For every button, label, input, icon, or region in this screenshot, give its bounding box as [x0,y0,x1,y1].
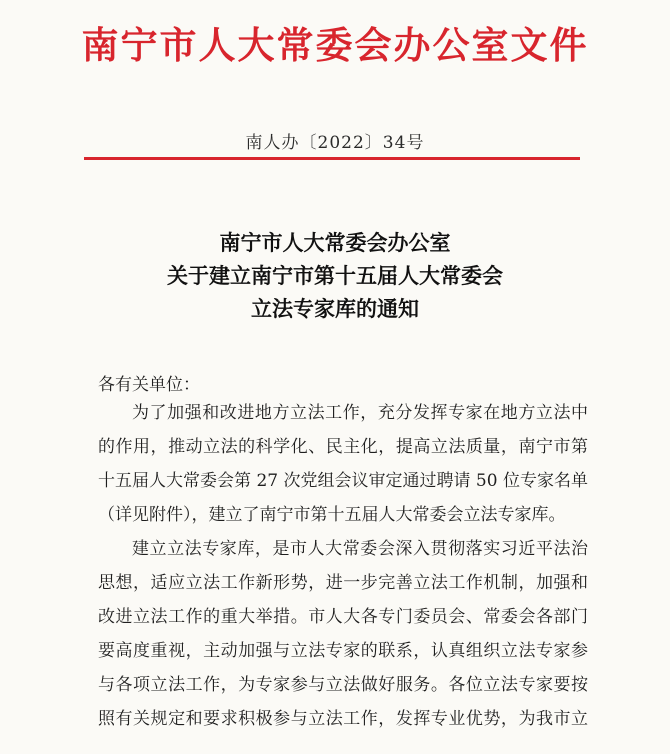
paragraph-line: （详见附件），建立了南宁市第十五届人大常委会立法专家库。 [98,505,566,525]
issuer-header-title: 南宁市人大常委会办公室文件 [81,23,589,67]
paragraph-line: 为了加强和改进地方立法工作，充分发挥专家在地方立法中 [132,403,588,423]
paragraph-line: 要高度重视，主动加强与立法专家的联系，认真组织立法专家参 [98,641,588,661]
paragraph-line: 与各项立法工作，为专家参与立法做好服务。各位立法专家要按 [98,675,588,695]
paragraph-line: 改进立法工作的重大举措。市人大各专门委员会、常委会各部门 [98,607,588,627]
paragraph-line: 建立立法专家库，是市人大常委会深入贯彻落实习近平法治 [132,539,588,559]
body-paragraph-1 [98,396,588,532]
notice-title [0,226,670,325]
salutation: 各有关单位： [98,375,200,395]
notice-title-line: 南宁市人大常委会办公室 [219,230,451,255]
paragraph-line: 的作用，推动立法的科学化、民主化，提高立法质量，南宁市第 [98,437,588,457]
red-separator-line [84,157,580,160]
notice-title-line: 立法专家库的通知 [251,296,419,321]
notice-title-line: 关于建立南宁市第十五届人大常委会 [167,263,503,288]
body-paragraph-2 [98,532,588,736]
paragraph-line: 十五届人大常委会第 27 次党组会议审定通过聘请 50 位专家名单 [98,471,588,491]
paragraph-line: 照有关规定和要求积极参与立法工作，发挥专业优势，为我市立 [98,709,588,729]
paragraph-line: 思想，适应立法工作新形势，进一步完善立法工作机制，加强和 [98,573,588,593]
document-number: 南人办〔2022〕34号 [245,133,425,153]
